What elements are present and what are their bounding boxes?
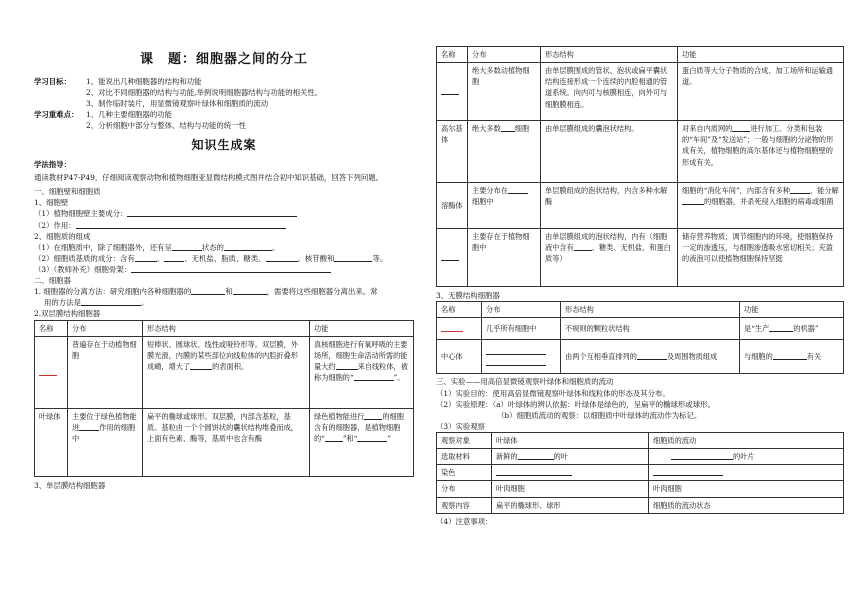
key-line-1 [34, 109, 414, 120]
answer-blank[interactable] [769, 323, 793, 332]
answer-blank[interactable] [682, 196, 704, 205]
header-cell: 功能 [310, 320, 414, 336]
answer-blank[interactable] [486, 357, 546, 366]
struct-cell [541, 229, 678, 287]
struct-cell: 单层膜组成的泡状结构，内含多种水解酶 [541, 183, 678, 229]
answer-blank[interactable] [357, 433, 387, 442]
answer-blank[interactable] [441, 323, 463, 332]
func-text-3: 的细胞器，并杀死侵入细胞的病毒或细菌 [704, 197, 834, 207]
flow-cell: 叶肉细胞 [649, 481, 844, 497]
table-row [437, 340, 844, 374]
func-text-2: 进行加工、分类和包装的“车间”及“发送站”；一般与细胞的分泌物的形成有关，植物细胞的高尔基体还与植物细胞壁的形成有关。 [682, 124, 834, 167]
material-text: 新鲜的 [496, 452, 518, 462]
dist-text-2: 细胞中 [472, 197, 494, 207]
observation-table [436, 432, 844, 514]
header-cell: 形态结构 [541, 47, 678, 63]
goal-2: 2、对比不同细胞器的结构与功能,举例说明细胞器结构与功能的相关性。 [86, 87, 323, 97]
struct-text: 由两个互相垂直排列的 [565, 352, 637, 362]
dist-cell [482, 340, 561, 374]
key-line-2 [34, 120, 414, 131]
guide-label: 学法指导： [34, 160, 71, 170]
answer-blank[interactable] [364, 411, 382, 420]
matrix-q2-text: （2）细胞质基质的成分：含有 [34, 253, 135, 263]
exp-obs-heading: （3）实验观察 [436, 421, 486, 431]
table-row [437, 497, 844, 513]
table-row [437, 183, 844, 229]
dist-cell: 绝大多数动植物细胞 [468, 63, 541, 121]
answer-blank[interactable] [131, 264, 331, 273]
row-label: 观察内容 [437, 497, 492, 513]
guide-text: 通读教材P47-P49，仔细阅读观察动物和植物细胞亚显微结构模式图并结合初中知识基础，回答下列问题。 [34, 173, 384, 183]
exp-note: （4）注意事项： [436, 516, 493, 526]
answer-blank[interactable] [501, 123, 515, 132]
answer-blank[interactable] [127, 208, 297, 217]
answer-blank[interactable] [441, 252, 459, 261]
flow-cell [649, 449, 844, 465]
func-text-2: ，能分解 [809, 186, 839, 196]
matrix-q2-text3: 、核苷酸和 [297, 253, 335, 263]
dist-cell: 几乎所有细胞中 [482, 318, 561, 340]
header-cell: 功能 [740, 302, 844, 318]
dist-cell [468, 121, 541, 183]
goal-line-3 [34, 98, 414, 109]
header-cell: 名称 [35, 320, 68, 336]
name-cell: 中心体 [437, 340, 482, 374]
answer-blank[interactable] [39, 367, 57, 376]
answer-blank[interactable] [233, 286, 267, 295]
flow-cell [649, 465, 844, 481]
separation-q-cont [34, 297, 414, 308]
header-cell: 形态结构 [143, 320, 310, 336]
chloroplast-cell [492, 449, 649, 465]
flow-cell: 细胞质的流动状态 [649, 497, 844, 513]
answer-blank[interactable] [773, 351, 807, 360]
name-cell [437, 229, 468, 287]
dist-text: 主要分布在 [472, 186, 508, 196]
wall-q2-text: （2）作用： [34, 220, 76, 230]
struct-text-2: 及周围物质组成 [666, 352, 718, 362]
chloroplast-cell: 叶肉细胞 [492, 481, 649, 497]
part1-heading: 一、细胞壁和细胞质 [34, 187, 101, 197]
func-cell: 储存营养物质；调节细胞内的环境，使细胞保持一定的渗透压，与细胞渗透吸水密切相关；充盈的液泡可以使植物细胞保持坚挺 [678, 229, 844, 287]
answer-blank[interactable] [496, 467, 572, 476]
sep-text-5: 。 [140, 298, 149, 308]
header-cell: 分布 [482, 302, 561, 318]
func-text: 细胞的“消化车间”，内部含有多种 [682, 186, 790, 196]
func-text-4: ” [387, 434, 392, 444]
answer-blank[interactable] [790, 185, 810, 194]
answer-blank[interactable] [508, 185, 528, 194]
func-cell [310, 336, 414, 408]
answer-blank[interactable] [79, 422, 99, 431]
struct-cell [561, 340, 740, 374]
sep-text-1: 1. 细胞器的分离方法：研究细胞内各种细胞器的 [34, 287, 192, 297]
sep-text-3: ，需要将这些细胞器分离出来。常 [266, 287, 378, 297]
func-text-3: ”和“ [342, 434, 358, 444]
part3-heading: 三、实验——用高倍显微镜观察叶绿体和细胞质的流动 [436, 377, 614, 387]
sep-text-2: 和 [225, 287, 233, 297]
goal-1: 1、能说出几种细胞器的结构和功能 [86, 76, 202, 86]
answer-blank[interactable] [518, 451, 554, 460]
dist-text-2: 细胞 [514, 124, 530, 134]
func-text-2: 的细胞含有的细胞器，是植物细胞的“ [314, 411, 404, 444]
matrix-q1-end: 。 [271, 242, 280, 252]
table-row [437, 318, 844, 340]
dist-cell [68, 408, 143, 476]
answer-blank[interactable] [164, 253, 184, 262]
func-text-2: 有关 [806, 352, 822, 362]
header-cell: 叶绿体 [492, 432, 649, 448]
table-row [437, 465, 844, 481]
wall-q2 [34, 220, 414, 231]
answer-blank[interactable] [336, 361, 358, 370]
header-cell: 观察对象 [437, 432, 492, 448]
exp-principle-a: （2）实验原理：（a）叶绿体的辨认依据：叶绿体是绿色的，呈扁平的椭球形或球形。 [436, 399, 715, 409]
goal-3: 3、制作临时装片，用显微镜观察叶绿体和细胞质的流动 [86, 98, 269, 108]
answer-blank[interactable] [732, 123, 750, 132]
exp-goal: （1）实验目的：使用高倍显微镜观察叶绿体和线粒体的形态及其分布。 [436, 388, 670, 398]
answer-blank[interactable] [135, 253, 157, 262]
keys-label: 学习重难点： [34, 109, 79, 119]
func-text: 对来自内质网的 [682, 124, 733, 134]
matrix-q3-text: （3）（教师补充）细胞骨架： [34, 265, 132, 275]
func-cell: 蛋白质等大分子物质的合成、加工场所和运输通道。 [678, 63, 844, 121]
answer-blank[interactable] [266, 253, 298, 262]
goals-label: 学习目标： [34, 76, 71, 86]
table-row [437, 121, 844, 183]
answer-blank[interactable] [486, 346, 546, 355]
goal-line-2 [34, 87, 414, 98]
struct-cell: 不规则的颗粒状结构 [561, 318, 740, 340]
struct-cell: 扁平的椭球或球形。双层膜，内部含基粒，基质。基粒由一个个圆饼状的囊状结构堆叠而成，上面有色素、酶等，基质中也含有酶 [143, 408, 310, 476]
struct-cell: 由单层膜围成的管状、泡状或扁平囊状结构连接形成一个连续的内腔相通的管道系统。向内可与核膜相连，向外可与细胞膜相连。 [541, 63, 678, 121]
func-cell [310, 408, 414, 476]
struct-text: 短棒状、圆球状、线性或哑铃形等。双层膜，外膜光滑，内膜的某些部位向线粒体的内腔折叠形成嵴，增大了 [147, 339, 298, 372]
answer-blank[interactable] [76, 220, 286, 229]
exp-principle-b: （b）细胞质流动的观察：以细胞质中叶绿体的流动作为标记。 [497, 410, 702, 420]
answer-blank[interactable] [81, 297, 141, 306]
table-row [437, 63, 844, 121]
matrix-q1 [34, 242, 414, 253]
no-membrane-heading: 3、无膜结构细胞器 [436, 291, 500, 301]
dist-text: 主要位于绿色植物能进 [72, 411, 137, 432]
func-text: 真核细胞进行有氧呼吸的主要场所，细胞生命活动所需的能量大约 [314, 339, 408, 372]
dist-cell: 普遍存在于动植物细胞 [68, 336, 143, 408]
double-membrane-heading: 2.双层膜结构细胞器 [34, 309, 101, 319]
struct-cell: 由单层膜组成的囊泡状结构。 [541, 121, 678, 183]
key-1: 1、几种主要细胞器的功能 [86, 109, 173, 119]
wall-heading: 1、细胞壁 [34, 198, 69, 208]
table-row [437, 229, 844, 287]
double-membrane-table [34, 320, 414, 477]
name-cell [437, 63, 468, 121]
matrix-q2-end: 等。 [372, 253, 388, 263]
key-2: 2、分析细胞中部分与整体、结构与功能的统一性 [86, 120, 246, 130]
func-text-2: 来自线粒体，被称为细胞的“ [314, 362, 408, 383]
name-cell [437, 318, 482, 340]
matrix-heading: 2、细胞质的组成 [34, 231, 91, 241]
sep-text-4: 用的方法是 [44, 298, 81, 308]
table-header-row [35, 320, 414, 336]
separation-q [34, 286, 414, 297]
struct-text-2: 、糖类、无机盐、和蛋白质等） [545, 243, 671, 264]
no-membrane-table [436, 301, 844, 374]
header-cell: 名称 [437, 302, 482, 318]
material-tail: 的叶 [553, 452, 568, 462]
table-header-row [437, 432, 844, 448]
name-cell: 叶绿体 [35, 408, 68, 476]
header-cell: 功能 [678, 47, 844, 63]
answer-blank[interactable] [172, 242, 202, 251]
part2-heading: 二、细胞器 [34, 276, 71, 286]
func-text-2: 的机器” [793, 324, 819, 334]
section-title: 知识生成案 [191, 138, 257, 153]
matrix-q2-text2: 、无机盐、脂质、糖类、 [184, 253, 266, 263]
struct-cell [143, 336, 310, 408]
row-label: 分布 [437, 481, 492, 497]
header-cell: 细胞质的流动 [649, 432, 844, 448]
table-header-row [437, 302, 844, 318]
answer-blank[interactable] [191, 286, 225, 295]
material-tail: 的叶片 [733, 452, 755, 462]
row-label: 选取材料 [437, 449, 492, 465]
row-label: 染色 [437, 465, 492, 481]
matrix-q1-text: （1）在细胞质中，除了细胞器外，还有呈 [34, 242, 172, 252]
answer-blank[interactable] [325, 433, 343, 442]
right-column [436, 46, 844, 527]
matrix-q3 [34, 264, 414, 275]
dist-cell: 主要存在于植物细胞中 [468, 229, 541, 287]
name-cell: 高尔基体 [437, 121, 468, 183]
struct-text: 由单层膜组成的泡状结构，内有（细胞液中含有 [545, 232, 668, 253]
answer-blank[interactable] [354, 372, 394, 381]
chloroplast-cell: 扁平的椭球形、球形 [492, 497, 649, 513]
answer-blank[interactable] [653, 467, 723, 476]
func-text: 绿色植物能进行 [314, 411, 365, 421]
func-cell [740, 340, 844, 374]
func-cell [678, 183, 844, 229]
matrix-q2 [34, 253, 414, 264]
func-text: 与细胞的 [744, 352, 773, 362]
header-cell: 分布 [468, 47, 541, 63]
single-membrane-table [436, 46, 844, 287]
table-row [35, 408, 414, 476]
dist-cell [468, 183, 541, 229]
struct-tail: 的表面积。 [212, 362, 249, 372]
table-header-row [437, 47, 844, 63]
answer-blank[interactable] [574, 242, 592, 251]
table-row [437, 449, 844, 465]
answer-blank[interactable] [671, 451, 733, 460]
goal-line-1 [34, 76, 414, 87]
name-cell: 溶酶体 [437, 183, 468, 229]
func-text: 是“生产 [744, 324, 770, 334]
func-cell [740, 318, 844, 340]
dist-text: 绝大多数 [472, 124, 501, 134]
func-cell [678, 121, 844, 183]
single-membrane-heading: 3、单层膜结构细胞器 [34, 480, 106, 490]
matrix-q2-sep: 、 [156, 253, 165, 263]
answer-blank[interactable] [224, 242, 272, 251]
answer-blank[interactable] [441, 86, 459, 95]
left-column [34, 48, 414, 491]
answer-blank[interactable] [190, 361, 212, 370]
dist-text-2: 作用的细胞中 [72, 422, 136, 444]
header-cell: 名称 [437, 47, 468, 63]
name-cell [35, 336, 68, 408]
answer-blank[interactable] [637, 351, 667, 360]
table-row [437, 481, 844, 497]
wall-q1 [34, 208, 414, 219]
header-cell: 形态结构 [561, 302, 740, 318]
header-cell: 分布 [68, 320, 143, 336]
table-row [35, 336, 414, 408]
answer-blank[interactable] [334, 253, 372, 262]
page-title: 课 题：细胞器之间的分工 [139, 52, 308, 67]
func-text-3: ”。 [393, 373, 405, 383]
wall-q1-text: （1）植物细胞壁主要成分： [34, 209, 128, 219]
matrix-q1-text2: 状态的 [201, 242, 224, 252]
chloroplast-cell [492, 465, 649, 481]
